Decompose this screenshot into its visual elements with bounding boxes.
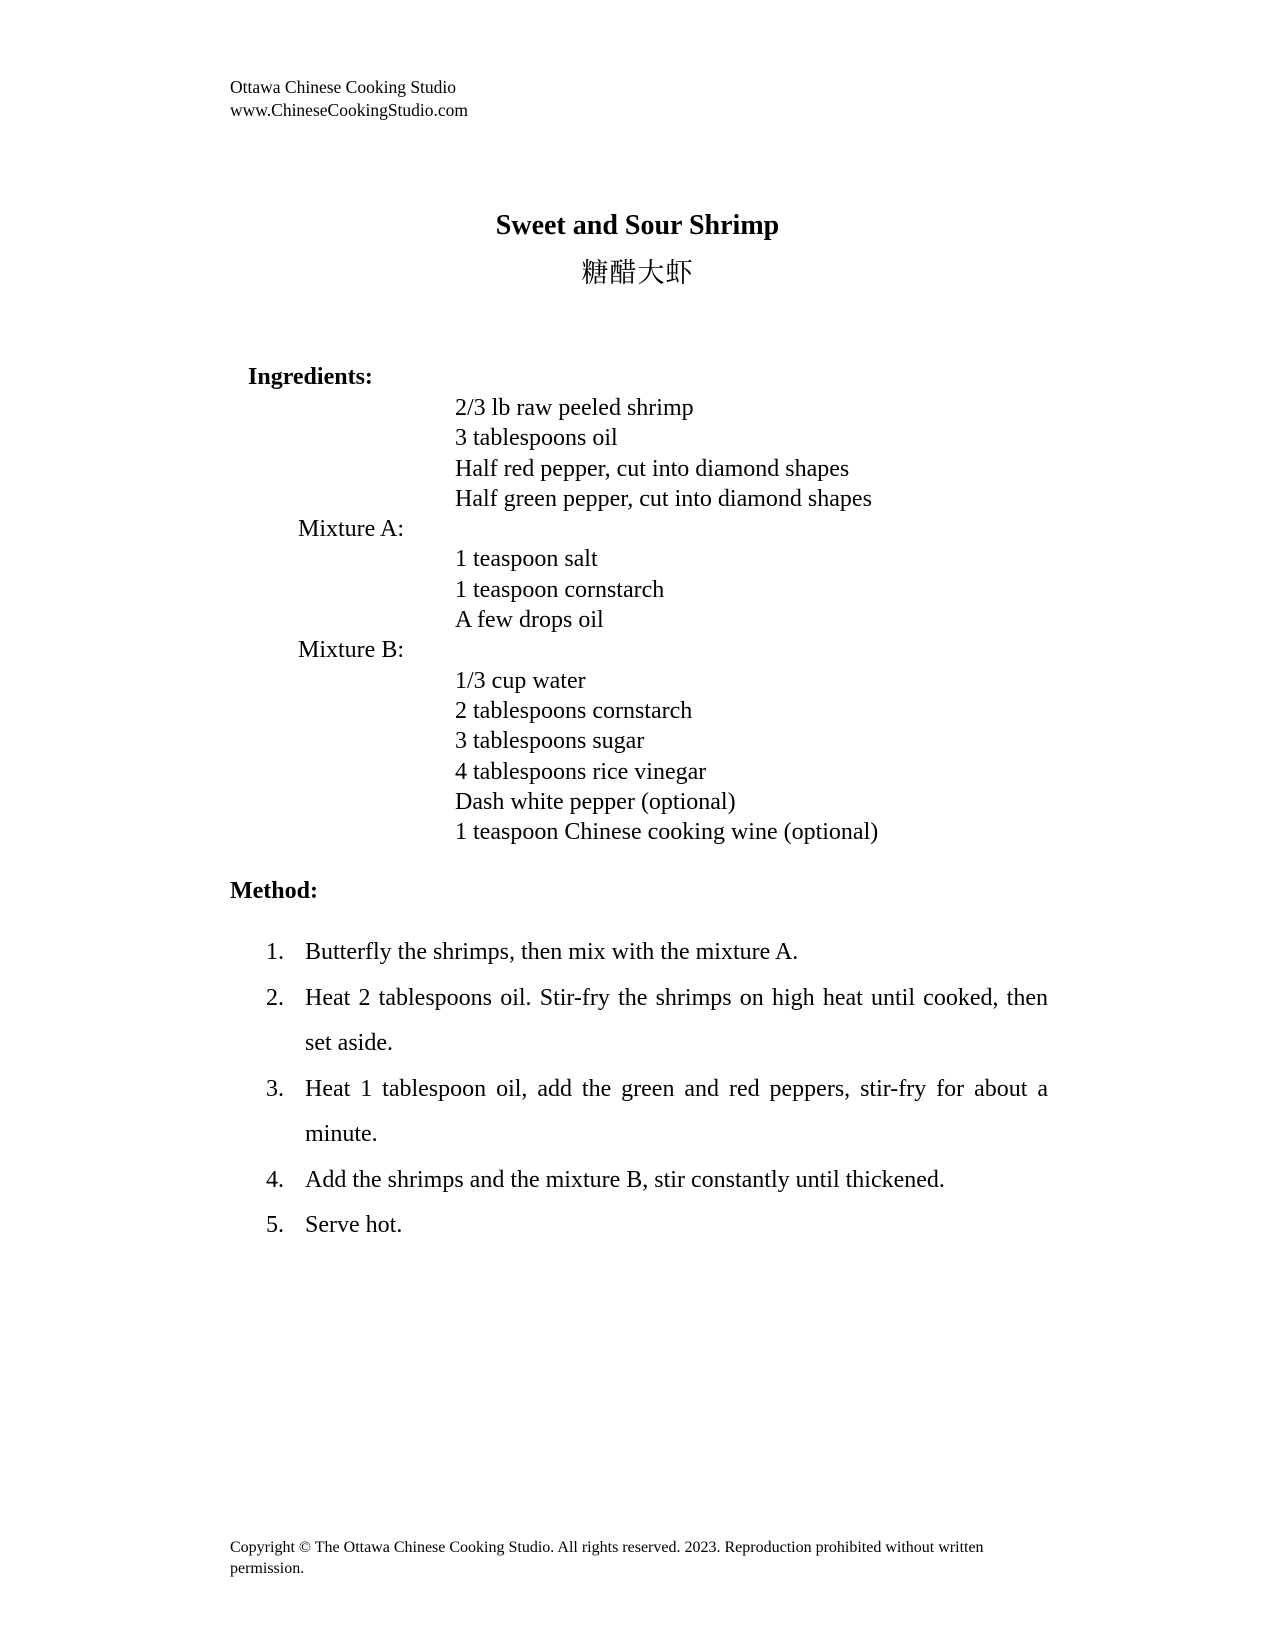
mixture-a-item: 1 teaspoon salt: [455, 546, 598, 573]
copyright-footer: Copyright © The Ottawa Chinese Cooking Studio. All rights reserved. 2023. Reproduction prohibited without written permission.: [230, 1539, 984, 1577]
mixture-a-label: Mixture A:: [298, 516, 404, 543]
method-step: [266, 930, 1048, 976]
ingredient-item: 2/3 lb raw peeled shrimp: [455, 395, 694, 421]
ingredients-heading: Ingredients:: [248, 364, 373, 390]
recipe-chinese-title: 糖醋大虾: [581, 258, 694, 289]
step-number: 3.: [266, 1075, 284, 1102]
step-number: 2.: [266, 984, 284, 1011]
step-number: 5.: [266, 1212, 284, 1238]
method-steps: [266, 930, 1048, 1249]
ingredient-item: Half red pepper, cut into diamond shapes: [455, 455, 850, 482]
mixture-b-item: 4 tablespoons rice vinegar: [455, 758, 707, 785]
ingredient-item: 3 tablespoons oil: [455, 425, 618, 452]
studio-website: www.ChineseCookingStudio.com: [230, 100, 469, 120]
step-text: Serve hot.: [305, 1212, 403, 1238]
step-number: 1.: [266, 939, 284, 965]
mixture-b-label: Mixture B:: [298, 637, 404, 664]
step-text: Add the shrimps and the mixture B, stir constantly until thickened.: [305, 1166, 945, 1193]
step-text: Heat 1 tablespoon oil, add the green and red peppers, stir-fry for about a minute.: [305, 1075, 1048, 1147]
mixture-b-item: Dash white pepper (optional): [455, 788, 736, 815]
mixture-b-item: 3 tablespoons sugar: [455, 728, 645, 755]
method-step: [266, 1158, 1048, 1204]
mixture-b-item: 1 teaspoon Chinese cooking wine (optional): [455, 819, 879, 846]
method-step: [266, 976, 1048, 1067]
method-heading: Method:: [230, 878, 318, 904]
page-header: [230, 76, 468, 122]
ingredient-item: Half green pepper, cut into diamond shapes: [455, 485, 872, 512]
mixture-b-item: 1/3 cup water: [455, 667, 586, 694]
method-step: [266, 1067, 1048, 1158]
step-text: Butterfly the shrimps, then mix with the mixture A.: [305, 939, 799, 965]
recipe-title: Sweet and Sour Shrimp: [495, 210, 780, 241]
mixture-b-item: 2 tablespoons cornstarch: [455, 697, 693, 724]
mixture-a-item: 1 teaspoon cornstarch: [455, 576, 665, 603]
studio-name: Ottawa Chinese Cooking Studio: [230, 77, 457, 97]
step-number: 4.: [266, 1166, 284, 1193]
step-text: Heat 2 tablespoons oil. Stir-fry the shrimps on high heat until cooked, then set aside.: [305, 984, 1048, 1056]
method-step: [266, 1203, 1048, 1249]
recipe-title-block: [0, 208, 1275, 292]
mixture-a-item: A few drops oil: [455, 607, 604, 634]
